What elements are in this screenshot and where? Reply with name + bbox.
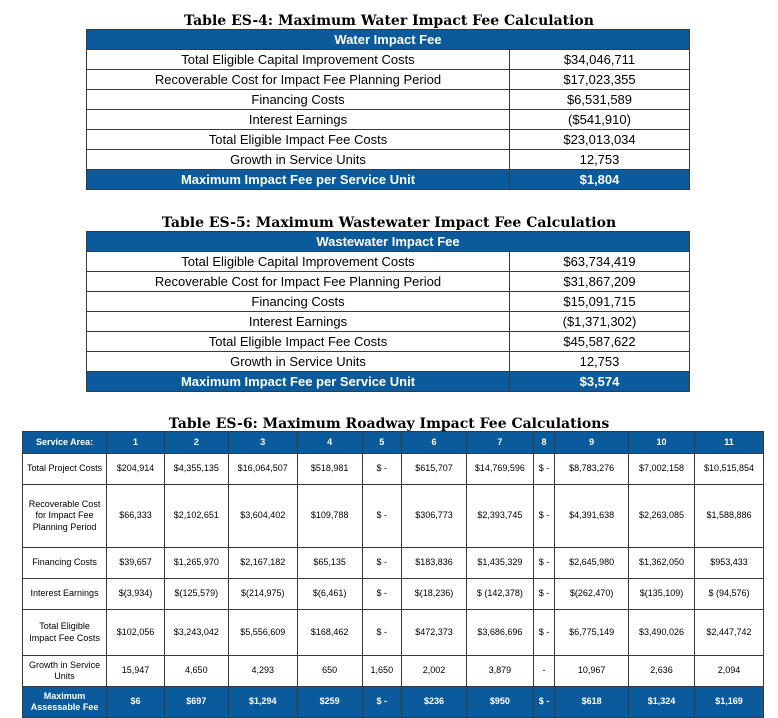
service-area-label: Service Area: [23,432,107,454]
total-value: $3,574 [510,372,690,392]
total-value: $6 [107,687,165,718]
row-label: Total Project Costs [23,454,107,485]
row-label: Total Eligible Capital Improvement Costs [87,252,510,272]
total-value: $236 [402,687,467,718]
table-row [87,272,690,292]
cell-value: $109,788 [297,485,362,548]
row-label: Financing Costs [23,548,107,579]
cell-value: $1,265,970 [164,548,228,579]
row-label: Recoverable Cost for Impact Fee Planning Period [87,70,510,90]
table-row [87,292,690,312]
table-row [87,90,690,110]
total-value: $697 [164,687,228,718]
cell-value: $3,490,026 [629,610,695,656]
cell-value: $953,433 [694,548,763,579]
row-value: 12,753 [510,352,690,372]
cell-value: $65,135 [297,548,362,579]
cell-value: $183,836 [402,548,467,579]
cell-value: $2,263,085 [629,485,695,548]
row-value: $34,046,711 [510,50,690,70]
cell-value: $2,393,745 [466,485,533,548]
cell-value: $1,588,886 [694,485,763,548]
cell-value: $(135,109) [629,579,695,610]
cell-value: $6,775,149 [555,610,629,656]
total-label: Maximum Impact Fee per Service Unit [87,372,510,392]
row-value: $31,867,209 [510,272,690,292]
table-row [23,610,764,656]
row-label: Total Eligible Impact Fee Costs [87,130,510,150]
cell-value: 2,002 [402,656,467,687]
cell-value: $2,645,980 [555,548,629,579]
cell-value: $10,515,854 [694,454,763,485]
total-value: $ - [362,687,402,718]
cell-value: $3,686,696 [466,610,533,656]
row-label: Total Eligible Capital Improvement Costs [87,50,510,70]
table-row [87,130,690,150]
cell-value: $5,556,609 [228,610,297,656]
cell-value: $3,604,402 [228,485,297,548]
total-value: $1,294 [228,687,297,718]
water-table-title: Table ES-4: Maximum Water Impact Fee Calculation [184,13,594,29]
cell-value: $ - [362,485,402,548]
row-label: Financing Costs [87,90,510,110]
total-row [87,170,690,190]
row-label: Interest Earnings [23,579,107,610]
cell-value: 15,947 [107,656,165,687]
cell-value: $4,391,638 [555,485,629,548]
total-value: $950 [466,687,533,718]
cell-value: 650 [297,656,362,687]
cell-value: $16,064,507 [228,454,297,485]
row-label: Interest Earnings [87,312,510,332]
cell-value: $ - [533,548,554,579]
row-value: $6,531,589 [510,90,690,110]
cell-value: $2,167,182 [228,548,297,579]
total-value: $618 [555,687,629,718]
wastewater-table-header: Wastewater Impact Fee [87,232,690,252]
cell-value: $(18,236) [402,579,467,610]
row-value: ($541,910) [510,110,690,130]
total-value: $1,804 [510,170,690,190]
total-row [23,687,764,718]
service-area-number: 6 [402,432,467,454]
cell-value: 1,650 [362,656,402,687]
table-row [23,579,764,610]
cell-value: $(6,461) [297,579,362,610]
cell-value: $14,769,596 [466,454,533,485]
cell-value: $7,002,158 [629,454,695,485]
table-row [87,332,690,352]
cell-value: $ - [533,485,554,548]
row-value: $15,091,715 [510,292,690,312]
total-label: Maximum Impact Fee per Service Unit [87,170,510,190]
table-row [23,548,764,579]
service-area-number: 11 [694,432,763,454]
table-row [87,352,690,372]
total-label: Maximum Assessable Fee [23,687,107,718]
roadway-table-title: Table ES-6: Maximum Roadway Impact Fee Calculations [168,416,610,432]
cell-value: $ - [533,579,554,610]
cell-value: $518,981 [297,454,362,485]
cell-value: $615,707 [402,454,467,485]
table-row [87,50,690,70]
table-row [87,312,690,332]
row-value: $23,013,034 [510,130,690,150]
row-label: Interest Earnings [87,110,510,130]
wastewater-fee-table [86,231,690,392]
cell-value: $1,362,050 [629,548,695,579]
row-label: Total Eligible Impact Fee Costs [23,610,107,656]
cell-value: $ - [362,579,402,610]
roadway-fee-table [22,431,764,718]
cell-value: $ - [533,610,554,656]
cell-value: $66,333 [107,485,165,548]
water-table-header: Water Impact Fee [87,30,690,50]
service-area-number: 4 [297,432,362,454]
total-row [87,372,690,392]
cell-value: $472,373 [402,610,467,656]
service-area-number: 1 [107,432,165,454]
service-area-number: 2 [164,432,228,454]
cell-value: $2,447,742 [694,610,763,656]
cell-value: 10,967 [555,656,629,687]
row-value: $45,587,622 [510,332,690,352]
service-area-number: 8 [533,432,554,454]
cell-value: $204,914 [107,454,165,485]
total-value: $259 [297,687,362,718]
cell-value: $(214,975) [228,579,297,610]
cell-value: $(262,470) [555,579,629,610]
table-row [23,485,764,548]
cell-value: $(125,579) [164,579,228,610]
cell-value: 3,879 [466,656,533,687]
table-row [87,252,690,272]
row-value: $63,734,419 [510,252,690,272]
wastewater-table-title: Table ES-5: Maximum Wastewater Impact Fee Calculation [161,215,617,231]
cell-value: $102,056 [107,610,165,656]
cell-value: $8,783,276 [555,454,629,485]
cell-value: $ - [362,610,402,656]
row-label: Growth in Service Units [23,656,107,687]
cell-value: $1,435,329 [466,548,533,579]
row-label: Financing Costs [87,292,510,312]
cell-value: $2,102,651 [164,485,228,548]
table-row [87,150,690,170]
service-area-number: 7 [466,432,533,454]
cell-value: $ - [362,548,402,579]
cell-value: $4,355,135 [164,454,228,485]
total-value: $ - [533,687,554,718]
cell-value: 4,650 [164,656,228,687]
table-row [23,454,764,485]
table-row [23,656,764,687]
row-label: Total Eligible Impact Fee Costs [87,332,510,352]
header-row [23,432,764,454]
cell-value: $ - [362,454,402,485]
cell-value: $ (142,378) [466,579,533,610]
cell-value: $39,657 [107,548,165,579]
total-value: $1,169 [694,687,763,718]
row-label: Growth in Service Units [87,352,510,372]
cell-value: $(3,934) [107,579,165,610]
row-value: 12,753 [510,150,690,170]
service-area-number: 5 [362,432,402,454]
cell-value: 2,094 [694,656,763,687]
cell-value: $ - [533,454,554,485]
cell-value: 4,293 [228,656,297,687]
cell-value: 2,636 [629,656,695,687]
row-label: Growth in Service Units [87,150,510,170]
cell-value: $168,462 [297,610,362,656]
total-value: $1,324 [629,687,695,718]
water-fee-table [86,29,690,190]
table-row [87,70,690,90]
service-area-number: 9 [555,432,629,454]
row-value: $17,023,355 [510,70,690,90]
service-area-number: 3 [228,432,297,454]
cell-value: $ (94,576) [694,579,763,610]
cell-value: - [533,656,554,687]
cell-value: $306,773 [402,485,467,548]
row-label: Recoverable Cost for Impact Fee Planning Period [87,272,510,292]
cell-value: $3,243,042 [164,610,228,656]
table-row [87,110,690,130]
service-area-number: 10 [629,432,695,454]
row-value: ($1,371,302) [510,312,690,332]
row-label: Recoverable Cost for Impact Fee Planning Period [23,485,107,548]
